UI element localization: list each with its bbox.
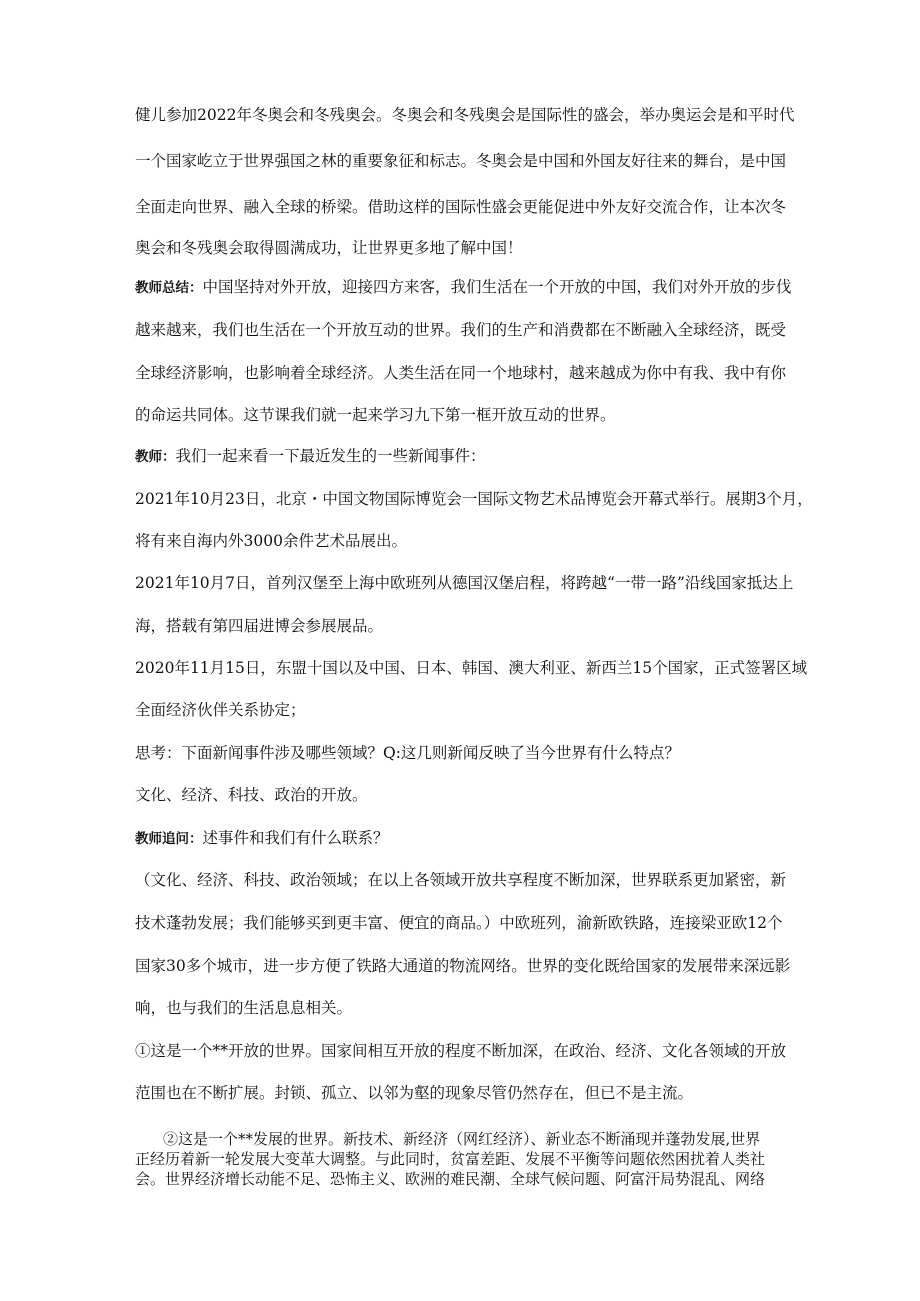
paragraph-line: 越来越来，我们也生活在一个开放互动的世界。我们的生产和消费都在不断融入全球经济，既受 <box>135 321 787 339</box>
paragraph-line: 的命运共同体。这节课我们就一起来学习九下第一框开放互动的世界。 <box>135 406 616 424</box>
paragraph-line: 全球经济影响，也影响着全球经济。人类生活在同一个地球村，越来越成为你中有我、我中有你 <box>135 364 787 382</box>
paragraph-line: 健儿参加2022年冬奥会和冬残奥会。冬奥会和冬残奥会是国际性的盛会，举办奥运会是和平时代 <box>135 106 795 124</box>
news-line: 海，搭载有第四届进博会参展展品。 <box>135 617 384 635</box>
teacher-followup-label: 教师追问： <box>135 831 203 847</box>
paragraph-text: 述事件和我们有什么联系？ <box>202 829 389 847</box>
news-line: 将有来自海内外3000余件艺术品展出。 <box>135 532 407 550</box>
news-line: 2020年11月15日，东盟十国以及中国、日本、韩国、澳大利亚、新西兰15个国家，正式签署区域 <box>135 659 808 677</box>
paragraph-text: 中国坚持对外开放，迎接四方来客，我们生活在一个开放的中国，我们对外开放的步伐 <box>202 278 792 296</box>
news-line: 2021年10月7日，首列汉堡至上海中欧班列从德国汉堡启程，将跨越“一带一路”沿线国家抵达上 <box>135 574 794 592</box>
paragraph-line: 一个国家屹立于世界强国之林的重要象征和标志。冬奥会是中国和外国友好往来的舞台，是中国 <box>135 152 787 170</box>
answer-line: 文化、经济、科技、政治的开放。 <box>135 786 368 804</box>
paragraph-line: 技术蓬勃发展；我们能够买到更丰富、便宜的商品。）中欧班列，渝新欧铁路，连接梁亚欧12个 <box>135 914 783 932</box>
point-one-line: ①这是一个**开放的世界。国家间相互开放的程度不断加深，在政治、经济、文化各领域的开放 <box>135 1042 787 1060</box>
point-two-line: 会。世界经济增长动能不足、恐怖主义、欧洲的难民潮、全球气候问题、阿富汗局势混乱、网络 <box>135 1170 766 1188</box>
teacher-label: 教师： <box>135 449 176 465</box>
paragraph-line: （文化、经济、科技、政治领域；在以上各领域开放共享程度不断加深，世界联系更加紧密，新 <box>135 871 787 889</box>
paragraph-line: 全面走向世界、融入全球的桥梁。借助这样的国际性盛会更能促进中外友好交流合作，让本次冬 <box>135 198 787 216</box>
paragraph-text: 我们一起来看一下最近发生的一些新闻事件： <box>175 447 486 465</box>
paragraph-line: 奥会和冬残奥会取得圆满成功，让世界更多地了解中国！ <box>135 239 523 257</box>
teacher-followup-line <box>135 828 795 849</box>
news-line: 全面经济伙伴关系协定； <box>135 701 306 719</box>
teacher-line <box>135 446 795 467</box>
point-two-line: ②这是一个**发展的世界。新技术、新经济（网红经济）、新业态不断涌现并蓬勃发展,世界 <box>163 1130 761 1148</box>
paragraph-line: 响，也与我们的生活息息相关。 <box>135 999 353 1017</box>
question-line: 思考：下面新闻事件涉及哪些领域？Q:这几则新闻反映了当今世界有什么特点？ <box>135 744 680 762</box>
paragraph-line: 国家30多个城市，进一步方便了铁路大通道的物流网络。世界的变化既给国家的发展带来深远影 <box>135 957 791 975</box>
news-line: 2021年10月23日，北京・中国文物国际博览会一国际文物艺术品博览会开幕式举行。展期3个月， <box>135 490 813 508</box>
teacher-summary-line <box>135 277 795 298</box>
point-two-line: 正经历着新一轮发展大变革大调整。与此同时，贫富差距、发展不平衡等问题依然困扰着人类社 <box>135 1150 766 1168</box>
point-one-line: 范围也在不断扩展。封锁、孤立、以邻为壑的现象尽管仍然存在，但已不是主流。 <box>135 1084 694 1102</box>
teacher-summary-label: 教师总结： <box>135 280 203 296</box>
